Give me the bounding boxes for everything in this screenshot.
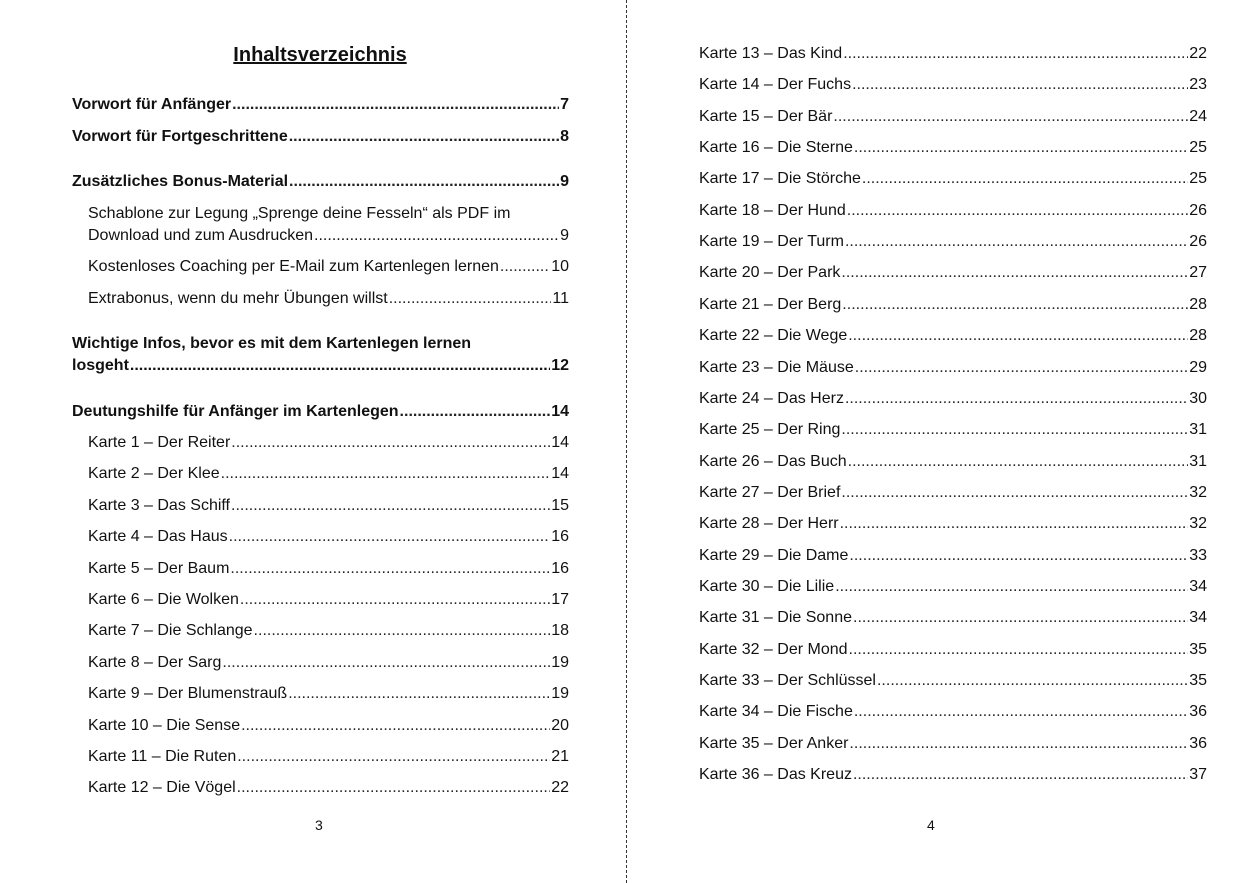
- toc-entry-label: Vorwort für Anfänger: [72, 96, 232, 113]
- toc-entry-extrabonus[interactable]: [88, 288, 569, 310]
- toc-card-entry[interactable]: [699, 451, 1207, 473]
- toc-entry-label: Karte 28 – Der Herr: [699, 515, 839, 532]
- toc-entry-label: Karte 25 – Der Ring: [699, 421, 841, 438]
- toc-entry-label: Karte 10 – Die Sense: [88, 717, 241, 734]
- dot-leader: [237, 746, 550, 768]
- toc-entry-page: 9: [560, 227, 569, 244]
- toc-card-entry[interactable]: [699, 701, 1207, 723]
- toc-card-entry[interactable]: [88, 463, 569, 485]
- toc-entry-page: 29: [1189, 359, 1207, 376]
- toc-entry-label: Karte 36 – Das Kreuz: [699, 766, 852, 783]
- toc-entry-label: Karte 21 – Der Berg: [699, 296, 842, 313]
- toc-entry-page: 26: [1189, 233, 1207, 250]
- toc-entry-page: 18: [551, 622, 569, 639]
- toc-entry-page: 20: [551, 717, 569, 734]
- toc-entry-page: 27: [1189, 264, 1207, 281]
- dot-leader: [854, 137, 1188, 159]
- dot-leader: [833, 106, 1188, 128]
- toc-entry-vorwort-fortgeschrittene[interactable]: [72, 126, 569, 148]
- toc-entry-label-line2: Download und zum Ausdrucken: [88, 227, 314, 244]
- dot-leader: [862, 168, 1188, 190]
- dot-leader: [848, 325, 1188, 347]
- dot-leader: [848, 451, 1189, 473]
- toc-card-entry[interactable]: [699, 231, 1207, 253]
- dot-leader: [853, 607, 1188, 629]
- toc-entry-label: Karte 20 – Der Park: [699, 264, 841, 281]
- toc-entry-page: 12: [551, 357, 569, 374]
- toc-entry-coaching[interactable]: [88, 256, 569, 278]
- dot-leader: [389, 288, 552, 310]
- toc-entry-label: Karte 8 – Der Sarg: [88, 654, 222, 671]
- toc-entry-page: 16: [551, 560, 569, 577]
- toc-entry-label: Karte 13 – Das Kind: [699, 45, 843, 62]
- toc-entry-label: Karte 32 – Der Mond: [699, 641, 848, 658]
- toc-entry-page: 31: [1189, 421, 1207, 438]
- toc-entry-page: 23: [1189, 76, 1207, 93]
- dot-leader: [847, 200, 1188, 222]
- dot-leader: [845, 388, 1188, 410]
- dot-leader: [254, 620, 551, 642]
- toc-entry-page: 8: [560, 128, 569, 145]
- dot-leader: [289, 171, 559, 193]
- dot-leader: [130, 355, 550, 377]
- toc-card-entry[interactable]: [699, 43, 1207, 65]
- toc-entry-label: Karte 34 – Die Fische: [699, 703, 853, 720]
- toc-entry-page: 28: [1189, 296, 1207, 313]
- toc-entry-page: 35: [1189, 641, 1207, 658]
- toc-card-entry[interactable]: [88, 495, 569, 517]
- toc-entry-page: 36: [1189, 703, 1207, 720]
- toc-entry-label: Karte 7 – Die Schlange: [88, 622, 253, 639]
- toc-card-entry[interactable]: [88, 558, 569, 580]
- toc-entry-label: Karte 27 – Der Brief: [699, 484, 841, 501]
- toc-entry-wichtige-infos[interactable]: [72, 333, 569, 377]
- dot-leader: [841, 419, 1188, 441]
- toc-entry-label: Karte 2 – Der Klee: [88, 465, 220, 482]
- toc-entry-page: 11: [552, 290, 569, 307]
- dot-leader: [845, 231, 1188, 253]
- dot-leader: [289, 126, 559, 148]
- dot-leader: [849, 639, 1189, 661]
- toc-card-entry[interactable]: [88, 715, 569, 737]
- toc-entry-page: 19: [551, 685, 569, 702]
- toc-card-entry[interactable]: [699, 74, 1207, 96]
- dot-leader: [222, 652, 550, 674]
- toc-entry-page: 25: [1189, 170, 1207, 187]
- toc-entry-label: Karte 9 – Der Blumenstrauß: [88, 685, 288, 702]
- toc-entry-label-line1: Schablone zur Legung „Sprenge deine Fesseln“ als PDF im: [88, 205, 511, 222]
- toc-card-entry[interactable]: [699, 106, 1207, 128]
- toc-entry-label: Karte 3 – Das Schiff: [88, 497, 230, 514]
- toc-title: Inhaltsverzeichnis: [233, 44, 407, 66]
- toc-entry-page: 24: [1189, 108, 1207, 125]
- dot-leader: [853, 764, 1188, 786]
- dot-leader: [241, 715, 550, 737]
- toc-card-entry[interactable]: [699, 168, 1207, 190]
- toc-entry-label: Karte 16 – Die Sterne: [699, 139, 853, 156]
- toc-entry-page: 22: [1189, 45, 1207, 62]
- toc-entry-label: Karte 22 – Die Wege: [699, 327, 848, 344]
- toc-entry-label-line2: losgeht: [72, 357, 129, 374]
- toc-card-entry[interactable]: [699, 513, 1207, 535]
- toc-entry-vorwort-anfaenger[interactable]: [72, 94, 569, 116]
- toc-entry-page: 30: [1189, 390, 1207, 407]
- toc-entry-page: 26: [1189, 202, 1207, 219]
- toc-card-entry[interactable]: [699, 733, 1207, 755]
- dot-leader: [849, 733, 1188, 755]
- dot-leader: [841, 482, 1188, 504]
- dot-leader: [843, 43, 1188, 65]
- toc-entry-page: 25: [1189, 139, 1207, 156]
- toc-card-entry[interactable]: [699, 639, 1207, 661]
- toc-card-entry[interactable]: [88, 652, 569, 674]
- dot-leader: [400, 401, 551, 423]
- toc-card-entry[interactable]: [699, 576, 1207, 598]
- dot-leader: [877, 670, 1188, 692]
- toc-entry-bonus-material[interactable]: [72, 171, 569, 193]
- toc-entry-page: 14: [551, 465, 569, 482]
- toc-entry-page: 36: [1189, 735, 1207, 752]
- toc-entry-page: 10: [551, 258, 569, 275]
- dot-leader: [232, 94, 559, 116]
- toc-card-entry[interactable]: [699, 545, 1207, 567]
- toc-entry-page: 37: [1189, 766, 1207, 783]
- toc-card-entry[interactable]: [699, 294, 1207, 316]
- toc-entry-page: 28: [1189, 327, 1207, 344]
- toc-entry-label: Zusätzliches Bonus-Material: [72, 173, 289, 190]
- dot-leader: [852, 74, 1188, 96]
- toc-entry-label: Karte 31 – Die Sonne: [699, 609, 852, 626]
- toc-card-entry[interactable]: [88, 589, 569, 611]
- toc-entry-label: Karte 15 – Der Bär: [699, 108, 833, 125]
- toc-card-entry[interactable]: [699, 262, 1207, 284]
- toc-card-entry[interactable]: [88, 746, 569, 768]
- toc-entry-label: Karte 14 – Der Fuchs: [699, 76, 852, 93]
- toc-card-entry[interactable]: [699, 137, 1207, 159]
- dot-leader: [314, 225, 559, 247]
- toc-entry-label: Extrabonus, wenn du mehr Übungen willst: [88, 290, 388, 307]
- toc-card-entry[interactable]: [88, 683, 569, 705]
- dot-leader: [841, 262, 1188, 284]
- toc-entry-label: Karte 11 – Die Ruten: [88, 748, 237, 765]
- toc-card-entry[interactable]: [699, 325, 1207, 347]
- toc-entry-page: 35: [1189, 672, 1207, 689]
- toc-card-entry[interactable]: [699, 357, 1207, 379]
- toc-entry-page: 14: [551, 434, 569, 451]
- toc-entry-page: 7: [560, 96, 569, 113]
- dot-leader: [835, 576, 1188, 598]
- dot-leader: [221, 463, 551, 485]
- toc-card-entry[interactable]: [699, 482, 1207, 504]
- toc-entry-schablone[interactable]: [88, 203, 569, 247]
- toc-entry-label: Karte 5 – Der Baum: [88, 560, 230, 577]
- toc-entry-label: Karte 30 – Die Lilie: [699, 578, 835, 595]
- dot-leader: [229, 526, 551, 548]
- toc-entry-label: Karte 18 – Der Hund: [699, 202, 846, 219]
- toc-entry-page: 21: [551, 748, 569, 765]
- toc-card-entry[interactable]: [699, 764, 1207, 786]
- toc-entry-label: Karte 19 – Der Turm: [699, 233, 844, 250]
- page-number-right: 4: [927, 817, 935, 833]
- toc-card-entry[interactable]: [88, 432, 569, 454]
- toc-entry-label: Karte 24 – Das Herz: [699, 390, 844, 407]
- toc-entry-label: Karte 4 – Das Haus: [88, 528, 228, 545]
- toc-entry-page: 31: [1189, 453, 1207, 470]
- toc-entry-page: 14: [551, 403, 569, 420]
- toc-entry-page: 32: [1189, 484, 1207, 501]
- toc-card-entry[interactable]: [699, 419, 1207, 441]
- toc-card-entry[interactable]: [699, 607, 1207, 629]
- toc-entry-page: 16: [551, 528, 569, 545]
- toc-card-entry[interactable]: [699, 670, 1207, 692]
- toc-entry-page: 9: [560, 173, 569, 190]
- toc-entry-label: Kostenloses Coaching per E-Mail zum Kartenlegen lernen: [88, 258, 499, 275]
- dot-leader: [237, 777, 551, 799]
- toc-card-entry[interactable]: [88, 777, 569, 799]
- toc-entry-label: Deutungshilfe für Anfänger im Kartenlegen: [72, 403, 399, 420]
- toc-entry-page: 19: [551, 654, 569, 671]
- toc-entry-page: 34: [1189, 578, 1207, 595]
- toc-entry-page: 22: [551, 779, 569, 796]
- toc-entry-label: Karte 29 – Die Dame: [699, 547, 849, 564]
- dot-leader: [231, 432, 550, 454]
- toc-entry-label: Karte 1 – Der Reiter: [88, 434, 231, 451]
- toc-card-entry[interactable]: [88, 620, 569, 642]
- toc-entry-label: Karte 6 – Die Wolken: [88, 591, 239, 608]
- toc-entry-label-line1: Wichtige Infos, bevor es mit dem Kartenlegen lernen: [72, 335, 472, 352]
- toc-card-entry[interactable]: [88, 526, 569, 548]
- dot-leader: [840, 513, 1189, 535]
- toc-entry-page: 33: [1189, 547, 1207, 564]
- page-number-left: 3: [315, 817, 323, 833]
- toc-card-entry[interactable]: [699, 200, 1207, 222]
- toc-entry-page: 17: [551, 591, 569, 608]
- toc-entry-label: Karte 33 – Der Schlüssel: [699, 672, 876, 689]
- dot-leader: [854, 701, 1188, 723]
- toc-entry-page: 15: [551, 497, 569, 514]
- dot-leader: [240, 589, 550, 611]
- toc-entry-label: Vorwort für Fortgeschrittene: [72, 128, 288, 145]
- right-page: [627, 0, 1252, 883]
- toc-entry-page: 34: [1189, 609, 1207, 626]
- toc-entry-label: Karte 12 – Die Vögel: [88, 779, 236, 796]
- toc-entry-label: Karte 26 – Das Buch: [699, 453, 847, 470]
- dot-leader: [855, 357, 1188, 379]
- toc-entry-label: Karte 35 – Der Anker: [699, 735, 849, 752]
- dot-leader: [230, 558, 550, 580]
- dot-leader: [288, 683, 550, 705]
- toc-entry-deutungshilfe[interactable]: [72, 401, 569, 423]
- toc-entry-page: 32: [1189, 515, 1207, 532]
- toc-entry-label: Karte 23 – Die Mäuse: [699, 359, 854, 376]
- dot-leader: [842, 294, 1188, 316]
- dot-leader: [849, 545, 1188, 567]
- dot-leader: [500, 256, 550, 278]
- toc-entry-label: Karte 17 – Die Störche: [699, 170, 861, 187]
- dot-leader: [231, 495, 550, 517]
- toc-card-entry[interactable]: [699, 388, 1207, 410]
